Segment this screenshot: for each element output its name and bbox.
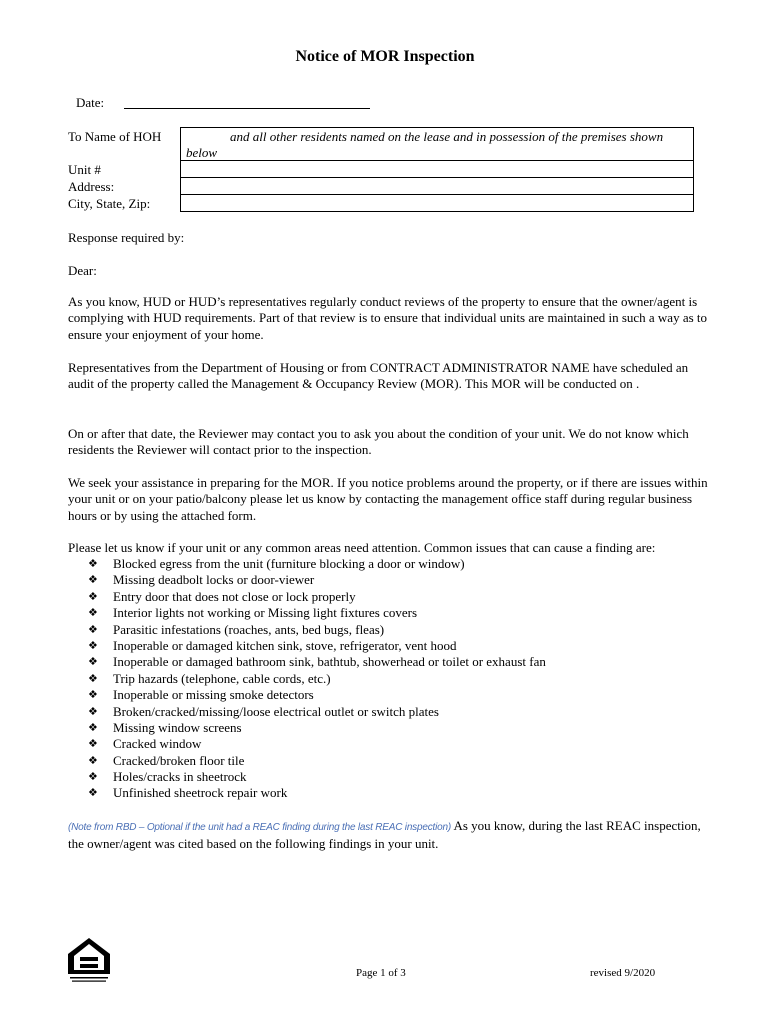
salutation: Dear: — [68, 263, 97, 278]
page-number: Page 1 of 3 — [356, 967, 406, 979]
diamond-bullet-icon: ❖ — [88, 655, 98, 669]
equal-housing-opportunity-logo — [66, 936, 112, 984]
issue-text: Blocked egress from the unit (furniture blocking a door or window) — [113, 556, 465, 571]
issue-item — [88, 654, 546, 670]
issue-text: Interior lights not working or Missing light fixtures covers — [113, 605, 418, 621]
issue-item — [88, 736, 546, 752]
issue-text: Missing deadbolt locks or door-viewer — [113, 572, 315, 588]
issue-item — [88, 753, 546, 769]
issue-item — [88, 720, 546, 736]
issue-text: Entry door that does not close or lock properly — [113, 588, 356, 604]
address-label: Address: — [68, 179, 115, 194]
paragraph-representatives: Representatives from the Department of Housing or from CONTRACT ADMINISTRATOR NAME have scheduled an audit of the property called the Management & Occupancy Review (MOR). This MOR will be conducted on . — [68, 360, 689, 392]
city-label: City, State, Zip: — [68, 196, 151, 211]
page-title: Notice of MOR Inspection — [295, 48, 475, 65]
diamond-bullet-icon: ❖ — [88, 638, 98, 652]
diamond-bullet-icon: ❖ — [88, 573, 98, 587]
issue-text: Cracked window — [113, 736, 202, 752]
date-label: Date: — [76, 95, 105, 110]
issue-text: Broken/cracked/missing/loose electrical outlet or switch plates — [113, 703, 439, 719]
issue-text: Holes/cracks in sheetrock — [113, 769, 247, 785]
diamond-bullet-icon: ❖ — [88, 737, 98, 751]
issue-text: Parasitic infestations (roaches, ants, bed bugs, fleas) — [113, 621, 385, 637]
issue-item — [88, 589, 546, 605]
paragraph-assistance: We seek your assistance in preparing for the MOR. If you notice problems around the property, or if there are issues within your unit or on your patio/balcony please let us know by contacting the management office staff during regular business hours or by using the attached form. — [68, 475, 708, 523]
issue-item — [88, 572, 546, 588]
diamond-bullet-icon: ❖ — [88, 671, 98, 685]
hoh-label: To Name of HOH — [68, 129, 162, 144]
note-optional: (Note from RBD – Optional if the unit had a REAC finding during the last REAC inspection) — [68, 822, 451, 833]
issue-item — [88, 622, 546, 638]
paragraph-reviewer-contact: On or after that date, the Reviewer may contact you to ask you about the condition of your unit. We do not know which residents the Reviewer will contact prior to the inspection. — [68, 426, 689, 458]
issue-item — [88, 605, 546, 621]
diamond-bullet-icon: ❖ — [88, 704, 98, 718]
issue-item — [88, 671, 546, 687]
issue-text: Inoperable or damaged bathroom sink, bathtub, showerhead or toilet or exhaust fan — [113, 654, 546, 670]
diamond-bullet-icon: ❖ — [88, 688, 98, 702]
unit-field[interactable] — [180, 160, 694, 178]
issue-item — [88, 785, 546, 801]
issue-item — [88, 704, 546, 720]
diamond-bullet-icon: ❖ — [88, 557, 98, 570]
issue-text: Inoperable or damaged kitchen sink, stove, refrigerator, vent hood — [113, 637, 457, 653]
response-required-label: Response required by: — [68, 230, 185, 245]
address-field[interactable] — [180, 177, 694, 195]
issue-item — [88, 687, 546, 703]
issue-text: Cracked/broken floor tile — [113, 752, 245, 768]
diamond-bullet-icon: ❖ — [88, 589, 98, 603]
issue-text: Trip hazards (telephone, cable cords, etc.) — [113, 670, 331, 686]
diamond-bullet-icon: ❖ — [88, 606, 98, 620]
diamond-bullet-icon: ❖ — [88, 786, 98, 800]
city-field[interactable] — [180, 194, 694, 212]
paragraph-common-issues: Please let us know if your unit or any common areas need attention. Common issues that can cause a finding are: — [68, 540, 656, 555]
issue-item — [88, 638, 546, 654]
unit-label: Unit # — [68, 162, 101, 177]
hoh-box-text: and all other residents named on the lease and in possession of the premises shown below — [186, 129, 664, 161]
note-text: As you know, during the last REAC inspection, the owner/agent was cited based on the following findings in your unit. — [68, 818, 701, 852]
diamond-bullet-icon: ❖ — [88, 753, 98, 767]
issue-text: Missing window screens — [113, 719, 242, 735]
diamond-bullet-icon: ❖ — [88, 770, 98, 784]
issue-text: Inoperable or missing smoke detectors — [113, 687, 314, 703]
diamond-bullet-icon: ❖ — [88, 720, 98, 734]
revision-date: revised 9/2020 — [590, 967, 656, 979]
issue-item — [88, 556, 546, 572]
paragraph-hud-reviews: As you know, HUD or HUD’s representatives regularly conduct reviews of the property to ensure that the owner/agent is complying with HUD requirements. Part of that review is to ensure that individual units are maintained in such a way as to ensure your enjoyment of your home. — [68, 294, 708, 342]
issues-list — [88, 556, 546, 802]
date-field[interactable] — [124, 108, 370, 109]
diamond-bullet-icon: ❖ — [88, 622, 98, 636]
issue-text: Unfinished sheetrock repair work — [113, 785, 288, 801]
hoh-field[interactable] — [180, 127, 694, 161]
issue-item — [88, 769, 546, 785]
reac-note — [68, 818, 708, 853]
